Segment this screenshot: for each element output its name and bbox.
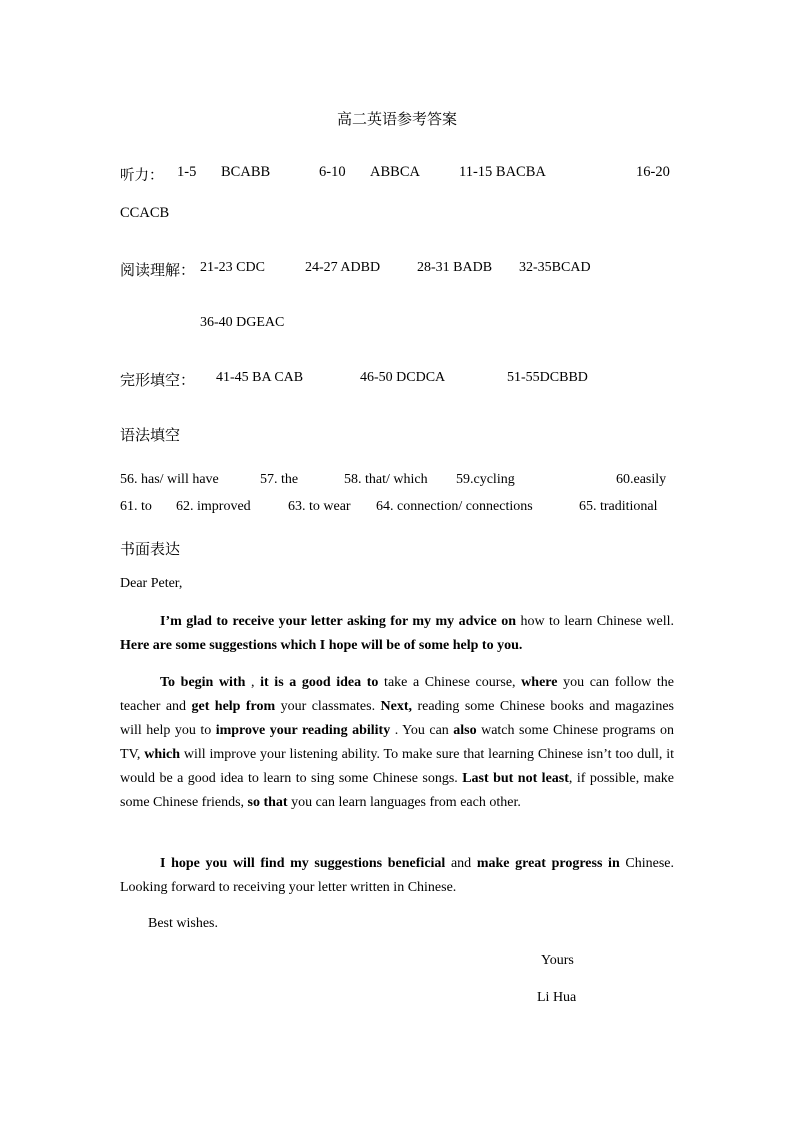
listening-answers-2: ABBCA <box>370 164 420 180</box>
p1-text-1: how to learn Chinese well. <box>516 614 674 629</box>
p2-text-5: reading some Chinese books and magazines will help you to <box>120 699 674 738</box>
listening-range-1: 1-5 <box>177 164 197 180</box>
p2-text-1: , <box>245 675 261 690</box>
p2-bold-6: improve your reading ability <box>215 723 391 738</box>
cloze-group-2: 46-50 DCDCA <box>360 370 446 385</box>
p2-text-2: take a Chinese course, <box>378 675 522 690</box>
letter-paragraph-1 <box>120 610 674 658</box>
p2-text-3: you can follow the teacher and <box>120 675 674 714</box>
p2-bold-7: also <box>453 723 477 738</box>
p1-bold-2: Here are some suggestions which I hope will be of some help to you. <box>120 638 523 653</box>
listening-answers-1: BCABB <box>221 164 271 180</box>
letter-paragraph-2 <box>120 671 674 815</box>
letter-yours: Yours <box>541 953 574 968</box>
grammar-answer-59: 59.cycling <box>456 472 515 487</box>
p2-bold-4: get help from <box>191 699 276 714</box>
cloze-group-3: 51-55DCBBD <box>507 370 588 385</box>
p2-bold-9: Last but not least <box>462 771 569 786</box>
listening-label: 听力： <box>120 168 164 184</box>
reading-group-5: 36-40 DGEAC <box>200 315 285 330</box>
writing-label: 书面表达 <box>120 540 181 558</box>
reading-group-3: 28-31 BADB <box>417 260 493 275</box>
p2-bold-3: where <box>521 675 558 690</box>
reading-group-4: 32-35BCAD <box>519 260 591 275</box>
grammar-answer-64: 64. connection/ connections <box>376 499 533 514</box>
p2-text-4: your classmates. <box>275 699 381 714</box>
listening-group-3: 11-15 BACBA <box>459 164 546 180</box>
grammar-answer-63: 63. to wear <box>288 499 351 514</box>
grammar-answer-57: 57. the <box>260 472 299 487</box>
p2-text-10: you can learn languages from each other. <box>287 795 521 810</box>
p2-bold-1: To begin with <box>160 675 246 690</box>
p3-text-2: Chinese. Looking forward to receiving your letter written in Chinese. <box>120 856 674 895</box>
letter-signature-name: Li Hua <box>537 990 577 1005</box>
p2-bold-5: Next, <box>380 699 413 714</box>
grammar-answer-61: 61. to <box>120 499 152 514</box>
p2-text-6: . You can <box>390 723 454 738</box>
reading-row <box>120 259 680 279</box>
p3-bold-2: make great progress in <box>476 856 620 871</box>
listening-answers-4: CCACB <box>120 205 170 221</box>
p2-bold-8: which <box>144 747 181 762</box>
letter-closing: Best wishes. <box>148 916 218 931</box>
p2-bold-2: it is a good idea to <box>260 675 379 690</box>
p1-bold-1: I’m glad to receive your letter asking for my my advice on <box>160 614 516 629</box>
listening-range-2: 6-10 <box>319 164 346 180</box>
reading-label: 阅读理解： <box>120 261 196 279</box>
grammar-label: 语法填空 <box>120 426 181 444</box>
grammar-answer-65: 65. traditional <box>579 499 658 514</box>
listening-range-4: 16-20 <box>636 164 670 180</box>
grammar-answer-56: 56. has/ will have <box>120 472 219 487</box>
listening-row <box>120 164 675 184</box>
cloze-group-1: 41-45 BA CAB <box>216 370 304 385</box>
p2-text-8: will improve your listening ability. To make sure that learning Chinese isn’t too dull, it would be a good idea to learn to sing some Chinese songs. <box>120 747 674 786</box>
reading-group-1: 21-23 CDC <box>200 260 265 275</box>
cloze-label: 完形填空： <box>120 371 196 389</box>
letter-salutation: Dear Peter, <box>120 576 183 591</box>
grammar-answer-62: 62. improved <box>176 499 251 514</box>
grammar-answer-58: 58. that/ which <box>344 472 428 487</box>
p3-text-1: and <box>445 856 477 871</box>
reading-group-2: 24-27 ADBD <box>305 260 381 275</box>
page-title: 高二英语参考答案 <box>336 110 457 128</box>
letter-paragraph-3 <box>120 852 674 900</box>
grammar-answer-60: 60.easily <box>616 472 667 487</box>
p2-text-7: watch some Chinese programs on TV, <box>120 723 674 762</box>
p3-bold-1: I hope you will find my suggestions beneficial <box>160 856 446 871</box>
cloze-row <box>120 369 680 389</box>
p2-text-9: , if possible, make some Chinese friends, <box>120 771 674 810</box>
p2-bold-10: so that <box>247 795 288 810</box>
